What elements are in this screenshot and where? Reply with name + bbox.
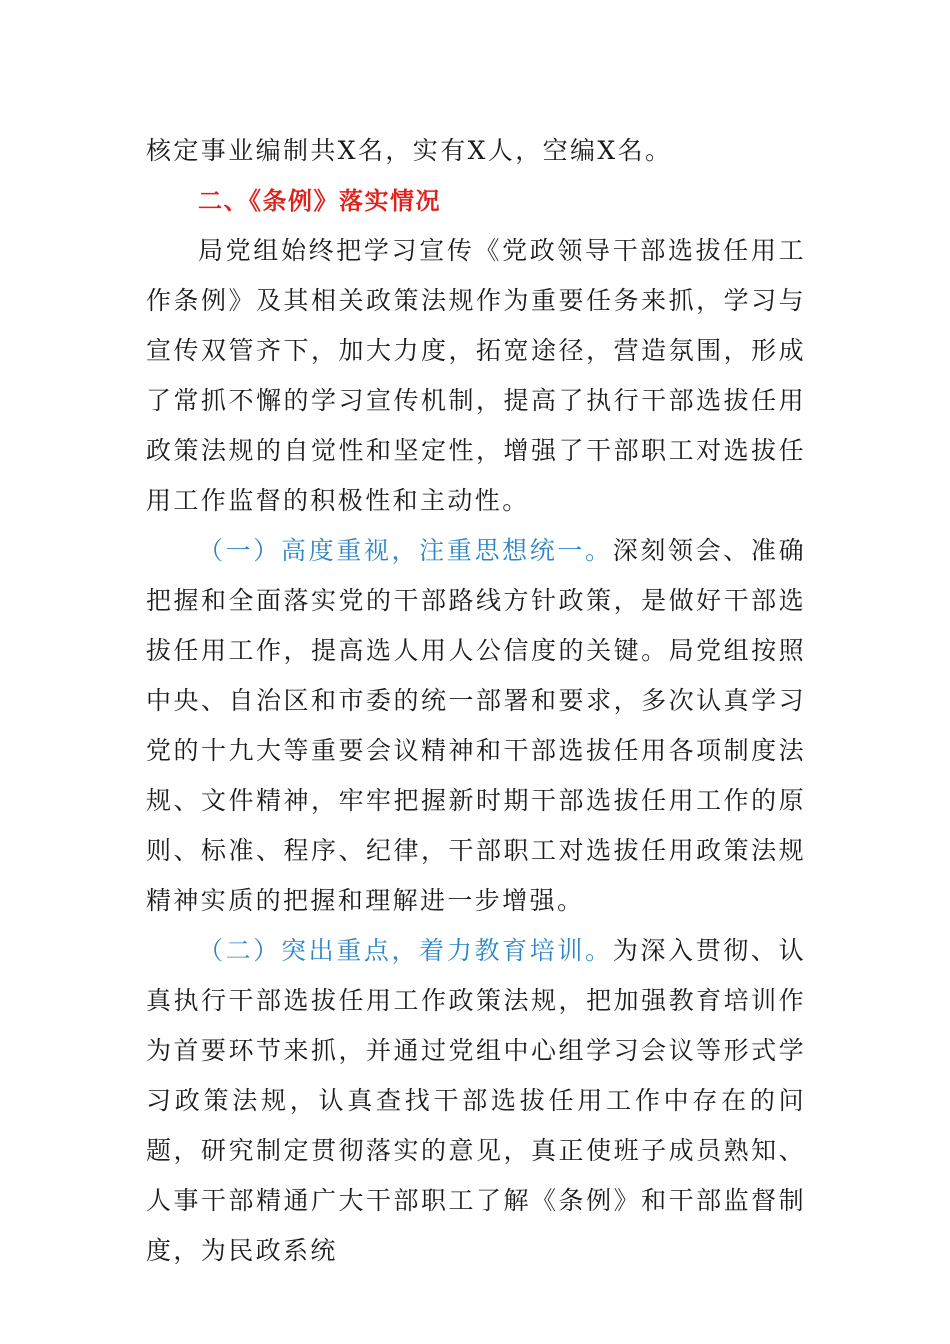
main-paragraph: 局党组始终把学习宣传《党政领导干部选拔任用工作条例》及其相关政策法规作为重要任务来抓，学习与宣传双管齐下，加大力度，拓宽途径，营造氛围，形成了常抓不懈的学习宣传机制，提高了执行干部选拔任用政策法规的自觉性和坚定性，增强了干部职工对选拔任用工作监督的积极性和主动性。	[146, 236, 806, 515]
subsection-2-title: （二）突出重点，着力教育培训。	[198, 936, 613, 965]
document-body	[146, 126, 806, 1276]
subsection-1-paragraph	[146, 526, 806, 926]
section-heading: 二、《条例》落实情况	[198, 187, 441, 215]
subsection-2-text: 为深入贯彻、认真执行干部选拔任用工作政策法规，把加强教育培训作为首要环节来抓，并通过党组中心组学习会议等形式学习政策法规，认真查找干部选拔任用工作中存在的问题，研究制定贯彻落实的意见，真正使班子成员熟知、人事干部精通广大干部职工了解《条例》和干部监督制度，为民政系统	[146, 936, 806, 1265]
subsection-2-paragraph	[146, 926, 806, 1276]
subsection-1-text: 深刻领会、准确把握和全面落实党的干部路线方针政策，是做好干部选拔任用工作，提高选人用人公信度的关键。局党组按照中央、自治区和市委的统一部署和要求，多次认真学习党的十九大等重要会议精神和干部选拔任用各项制度法规、文件精神，牢牢把握新时期干部选拔任用工作的原则、标准、程序、纪律，干部职工对选拔任用政策法规精神实质的把握和理解进一步增强。	[146, 536, 806, 915]
intro-line: 核定事业编制共X名，实有X人，空编X名。	[146, 136, 673, 165]
subsection-1-title: （一）高度重视，注重思想统一。	[198, 536, 613, 565]
